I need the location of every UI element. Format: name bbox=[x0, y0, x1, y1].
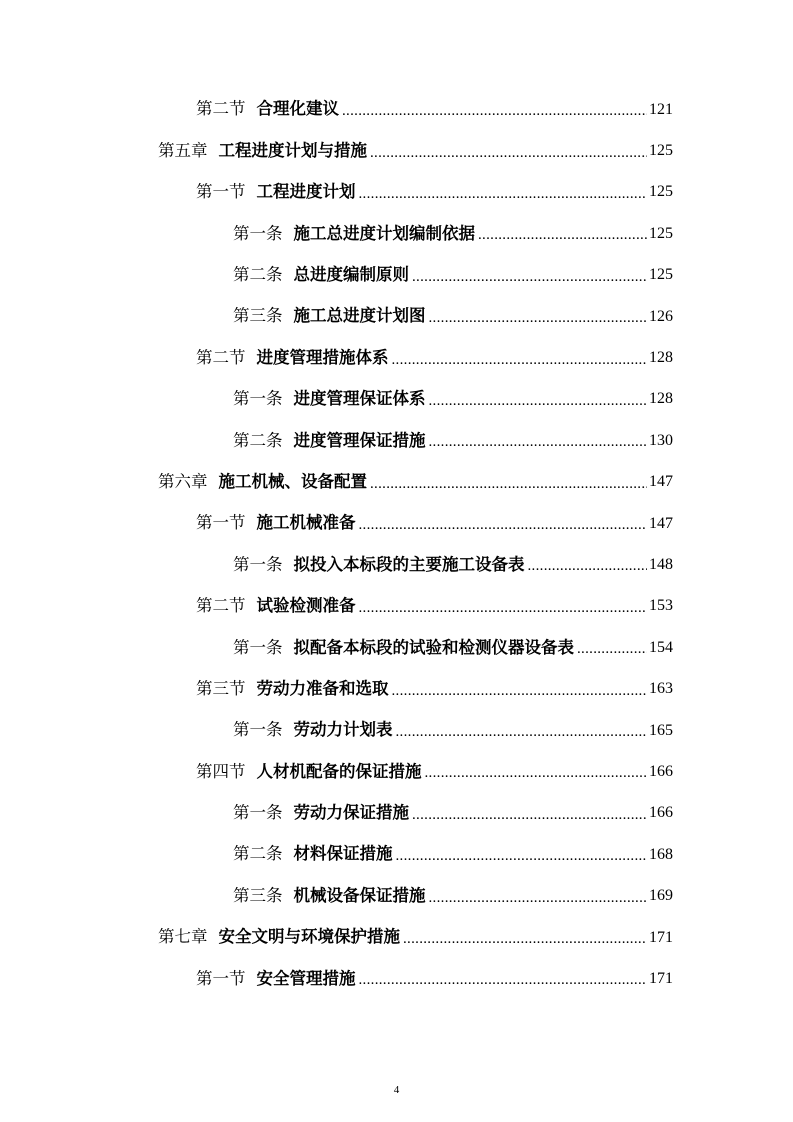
toc-entry-page: 169 bbox=[649, 887, 673, 905]
toc-entry[interactable] bbox=[0, 917, 793, 958]
toc-entry[interactable] bbox=[0, 793, 793, 834]
toc-entry-title: 材料保证措施 bbox=[293, 844, 393, 864]
toc-entry-title: 劳动力准备和选取 bbox=[256, 678, 389, 698]
toc-entry-page: 171 bbox=[649, 969, 673, 987]
toc-entry-page: 147 bbox=[649, 514, 673, 532]
table-of-contents bbox=[0, 89, 793, 1000]
toc-entry[interactable] bbox=[0, 503, 793, 544]
toc-entry[interactable] bbox=[0, 172, 793, 213]
toc-entry-number: 第一条 bbox=[233, 223, 283, 243]
toc-entry-title: 安全文明与环境保护措施 bbox=[218, 927, 400, 947]
dot-leader bbox=[528, 559, 648, 574]
dot-leader bbox=[342, 104, 647, 119]
toc-entry-number: 第四节 bbox=[196, 761, 246, 781]
toc-entry-page: 125 bbox=[649, 266, 673, 284]
toc-entry-title: 人材机配备的保证措施 bbox=[256, 761, 422, 781]
toc-entry-page: 125 bbox=[649, 183, 673, 201]
toc-entry-page: 166 bbox=[649, 804, 673, 822]
toc-entry[interactable] bbox=[0, 751, 793, 792]
toc-entry-page: 166 bbox=[649, 762, 673, 780]
dot-leader bbox=[425, 766, 648, 781]
toc-entry-title: 施工总进度计划图 bbox=[293, 306, 426, 326]
toc-entry-title: 安全管理措施 bbox=[256, 968, 356, 988]
toc-entry-title: 劳动力计划表 bbox=[293, 720, 393, 740]
toc-entry-number: 第七章 bbox=[158, 927, 208, 947]
toc-entry-title: 进度管理措施体系 bbox=[256, 347, 389, 367]
toc-entry-title: 劳动力保证措施 bbox=[293, 803, 409, 823]
dot-leader bbox=[359, 973, 648, 988]
dot-leader bbox=[370, 477, 647, 492]
toc-entry-title: 机械设备保证措施 bbox=[293, 885, 426, 905]
toc-entry-page: 130 bbox=[649, 431, 673, 449]
toc-entry[interactable] bbox=[0, 544, 793, 585]
toc-entry-page: 147 bbox=[649, 473, 673, 491]
toc-entry-number: 第一节 bbox=[196, 513, 246, 533]
dot-leader bbox=[359, 187, 648, 202]
toc-entry-page: 153 bbox=[649, 597, 673, 615]
toc-entry[interactable] bbox=[0, 130, 793, 171]
toc-entry-number: 第二条 bbox=[233, 265, 283, 284]
dot-leader bbox=[577, 642, 647, 657]
dot-leader bbox=[392, 684, 648, 699]
toc-entry-page: 125 bbox=[649, 224, 673, 242]
toc-entry[interactable] bbox=[0, 875, 793, 916]
toc-entry[interactable] bbox=[0, 462, 793, 503]
toc-entry-page: 121 bbox=[649, 100, 673, 118]
toc-entry-number: 第三条 bbox=[233, 306, 283, 326]
toc-entry[interactable] bbox=[0, 586, 793, 627]
dot-leader bbox=[429, 435, 648, 450]
dot-leader bbox=[412, 808, 647, 823]
toc-entry-title: 进度管理保证措施 bbox=[293, 430, 426, 450]
toc-entry-title: 施工机械准备 bbox=[256, 513, 356, 533]
toc-entry-title: 试验检测准备 bbox=[256, 596, 356, 616]
toc-entry[interactable] bbox=[0, 213, 793, 254]
toc-entry-page: 168 bbox=[649, 845, 673, 863]
toc-entry-number: 第一条 bbox=[233, 637, 283, 657]
toc-entry-number: 第二条 bbox=[233, 844, 283, 864]
toc-entry-page: 165 bbox=[649, 721, 673, 739]
dot-leader bbox=[396, 725, 648, 740]
toc-entry-title: 进度管理保证体系 bbox=[293, 389, 426, 409]
toc-entry-title: 施工总进度计划编制依据 bbox=[293, 223, 475, 243]
toc-entry-page: 128 bbox=[649, 390, 673, 408]
toc-entry[interactable] bbox=[0, 337, 793, 378]
toc-entry-page: 171 bbox=[649, 928, 673, 946]
toc-entry-page: 148 bbox=[649, 555, 673, 573]
toc-entry-number: 第二节 bbox=[196, 99, 246, 119]
toc-entry[interactable] bbox=[0, 296, 793, 337]
dot-leader bbox=[359, 601, 648, 616]
toc-entry-number: 第二节 bbox=[196, 596, 246, 616]
toc-entry[interactable] bbox=[0, 627, 793, 668]
toc-entry-title: 总进度编制原则 bbox=[293, 265, 409, 284]
dot-leader bbox=[429, 891, 648, 906]
toc-entry[interactable] bbox=[0, 958, 793, 999]
toc-entry-number: 第一条 bbox=[233, 554, 283, 574]
toc-entry-number: 第一条 bbox=[233, 389, 283, 409]
toc-entry-number: 第一节 bbox=[196, 968, 246, 988]
toc-entry-number: 第五章 bbox=[158, 140, 208, 160]
dot-leader bbox=[392, 353, 648, 368]
toc-entry-title: 合理化建议 bbox=[256, 99, 339, 119]
dot-leader bbox=[370, 146, 647, 161]
dot-leader bbox=[396, 849, 648, 864]
toc-entry-number: 第一节 bbox=[196, 182, 246, 202]
toc-entry-title: 工程进度计划与措施 bbox=[218, 140, 367, 160]
toc-entry[interactable] bbox=[0, 255, 793, 296]
toc-entry-page: 154 bbox=[649, 638, 673, 656]
toc-entry-number: 第二节 bbox=[196, 347, 246, 367]
page-number: 4 bbox=[393, 1084, 400, 1096]
toc-entry-page: 125 bbox=[649, 142, 673, 160]
dot-leader bbox=[429, 394, 648, 409]
dot-leader bbox=[359, 518, 648, 533]
toc-entry-number: 第六章 bbox=[158, 471, 208, 491]
toc-entry[interactable] bbox=[0, 710, 793, 751]
toc-entry-title: 工程进度计划 bbox=[256, 182, 356, 202]
dot-leader bbox=[429, 311, 648, 326]
dot-leader bbox=[403, 932, 647, 947]
dot-leader bbox=[478, 228, 647, 243]
toc-entry-title: 施工机械、设备配置 bbox=[218, 471, 367, 491]
toc-entry-title: 拟配备本标段的试验和检测仪器设备表 bbox=[293, 637, 574, 657]
toc-entry-number: 第三节 bbox=[196, 678, 246, 698]
toc-entry[interactable] bbox=[0, 668, 793, 709]
toc-entry-number: 第三条 bbox=[233, 885, 283, 905]
toc-entry-title: 拟投入本标段的主要施工设备表 bbox=[293, 554, 525, 574]
toc-entry[interactable] bbox=[0, 834, 793, 875]
toc-entry[interactable] bbox=[0, 379, 793, 420]
toc-entry-page: 126 bbox=[649, 307, 673, 325]
toc-entry-page: 163 bbox=[649, 680, 673, 698]
toc-entry-page: 128 bbox=[649, 349, 673, 367]
toc-entry-number: 第一条 bbox=[233, 803, 283, 823]
toc-entry[interactable] bbox=[0, 89, 793, 130]
toc-entry-number: 第二条 bbox=[233, 430, 283, 450]
dot-leader bbox=[412, 270, 647, 285]
toc-entry[interactable] bbox=[0, 420, 793, 461]
toc-entry-number: 第一条 bbox=[233, 720, 283, 740]
